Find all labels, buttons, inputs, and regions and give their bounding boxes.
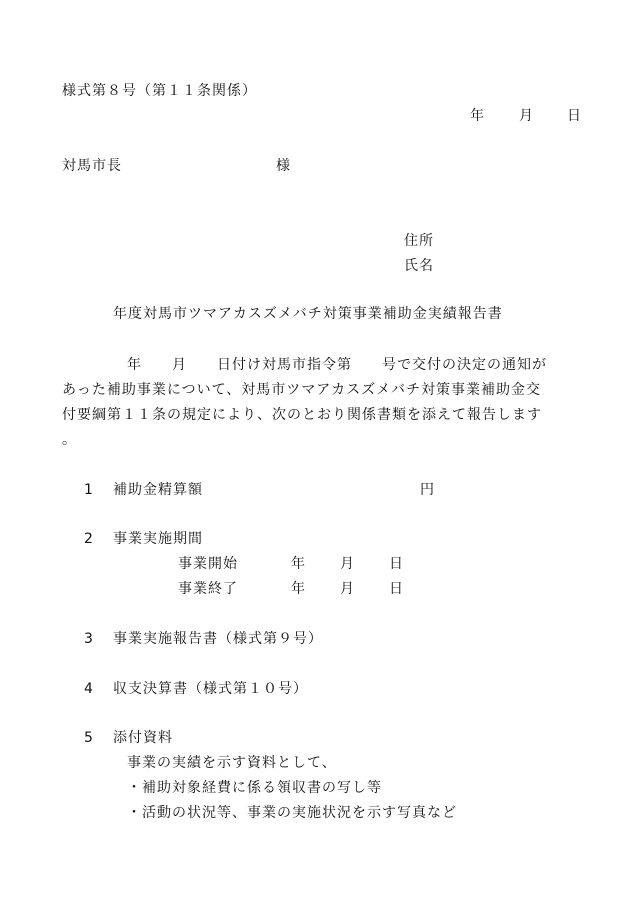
body-line: 。 [62, 432, 77, 448]
item-label: 事業実施報告書（様式第９号） [113, 631, 323, 647]
attachment-intro: 事業の実績を示す資料として、 [127, 755, 337, 771]
item-label: 事業実施期間 [113, 531, 203, 547]
start-label: 事業開始 [178, 556, 238, 572]
body-line: あった補助事業について、対馬市ツマアカスズメバチ対策事業補助金交 [62, 382, 542, 398]
header-date-day: 日 [567, 108, 582, 124]
form-label: 様式第８号（第１１条関係） [62, 83, 257, 99]
end-month: 月 [340, 581, 355, 597]
item-number: 3 [84, 631, 94, 647]
item-label: 添付資料 [113, 730, 173, 746]
item-number: 5 [84, 730, 94, 746]
addressee-name: 対馬市長 [62, 158, 122, 174]
item-label: 収支決算書（様式第１０号） [113, 681, 308, 697]
body-line: 年 月 日付け対馬市指令第 号で交付の決定の通知が [127, 357, 547, 373]
header-date-month: 月 [519, 108, 534, 124]
address-label: 住所 [404, 233, 434, 249]
header-date-year: 年 [470, 108, 485, 124]
attachment-bullet: ・補助対象経費に係る領収書の写し等 [127, 780, 382, 796]
end-label: 事業終了 [178, 581, 238, 597]
addressee-honorific: 様 [276, 158, 291, 174]
end-day: 日 [389, 581, 404, 597]
start-day: 日 [389, 556, 404, 572]
item-number: 2 [84, 531, 94, 547]
start-year: 年 [291, 556, 306, 572]
yen-unit: 円 [420, 482, 435, 498]
item-label: 補助金精算額 [113, 482, 203, 498]
attachment-bullet: ・活動の状況等、事業の実施状況を示す写真など [127, 805, 457, 821]
item-number: 4 [84, 681, 94, 697]
name-label: 氏名 [404, 258, 434, 274]
report-title: 年度対馬市ツマアカスズメバチ対策事業補助金実績報告書 [113, 306, 503, 322]
body-line: 付要綱第１１条の規定により、次のとおり関係書類を添えて報告します [62, 407, 542, 423]
end-year: 年 [291, 581, 306, 597]
start-month: 月 [340, 556, 355, 572]
item-number: 1 [84, 482, 94, 498]
